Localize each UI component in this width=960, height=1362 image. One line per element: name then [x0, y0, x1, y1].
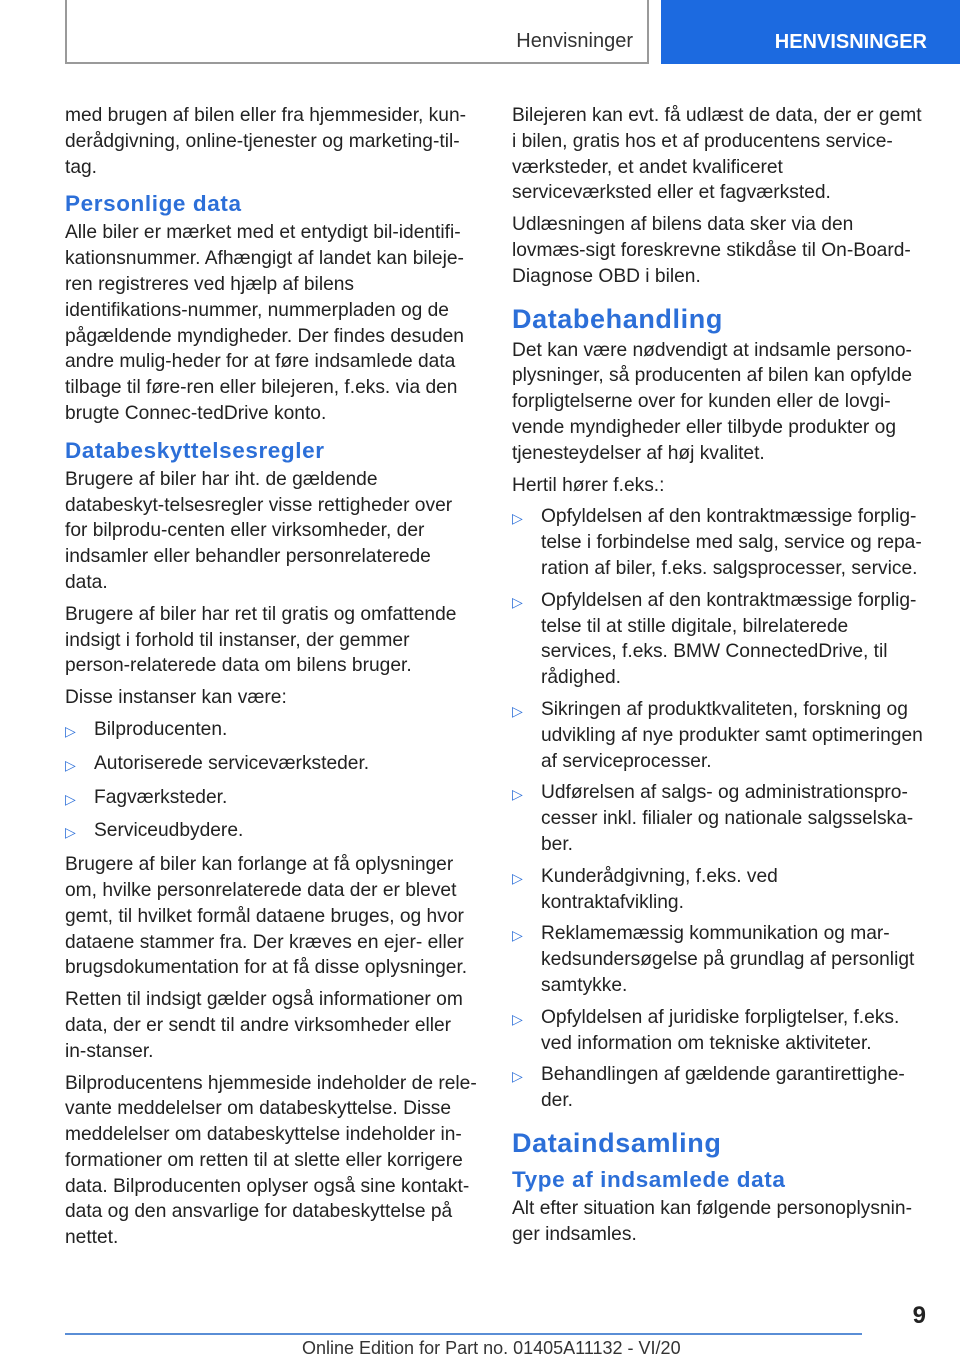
- left-column: [65, 103, 477, 1257]
- udlaesning-paragraph-2: Udlæsningen af bilens data sker via den lovmæs-sigt foreskrevne stikdåse til On-Board-Diagnose OBD i bilen.: [512, 214, 911, 287]
- chapter-tab-label: HENVISNINGER: [774, 31, 927, 53]
- triangle-bullet-icon: ▷: [512, 702, 523, 719]
- list-item-text: Serviceudbydere.: [94, 820, 244, 842]
- list-item-text: Udførelsen af salgs- og administrationspro-cesser inkl. filialer og nationale salgsselska-ber.: [541, 782, 914, 855]
- databehandling-heading: Databehandling: [512, 303, 723, 334]
- right-column: [512, 103, 926, 1253]
- list-item-text: Sikringen af produktkvaliteten, forskning og udvikling af nye produkter samt optimeringen af serviceprocesser.: [541, 698, 923, 772]
- list-item: [512, 588, 926, 691]
- list-item: [512, 780, 926, 857]
- header-frame: [65, 0, 649, 64]
- indsigt-paragraph: Retten til indsigt gælder også informationer om data, der er sendt til andre virksomheder eller in-stanser.: [65, 989, 463, 1062]
- triangle-bullet-icon: ▷: [512, 510, 523, 527]
- hertil-paragraph: Hertil hører f.eks.:: [512, 474, 665, 496]
- type-heading: Type af indsamlede data: [512, 1166, 786, 1192]
- databehandling-paragraph: Det kan være nødvendigt at indsamle persono-plysninger, så producenten af bilen kan opfylde forpligtelserne over for kunden eller de lovgi-vende myndigheder eller tilbyde produkter og tjenesteydelser af høj kvalitet.: [512, 339, 913, 464]
- page-number: 9: [912, 1302, 926, 1329]
- oplysninger-paragraph: Brugere af biler kan forlange at få oplysninger om, hvilke personrelaterede data der er blevet gemt, til hvilket formål dataene bruges, og hvor dataene stammer fra. Der kræves en ejer- eller brugsdokumentation for at få disse oplysninger.: [65, 854, 468, 979]
- list-item-text: Opfyldelsen af juridiske forpligtelser, f.eks. ved information om tekniske aktiviteter.: [541, 1006, 900, 1054]
- regler-paragraph-1: Brugere af biler har iht. de gældende databeskyt-telsesregler visse rettigheder over for bilprodu-centen eller virksomheder, der indsamler eller behandler personrelaterede data.: [65, 468, 453, 593]
- list-item: [65, 818, 477, 846]
- list-item-text: Opfyldelsen af den kontraktmæssige forplig-telse i forbindelse med salg, service og repa-ration af biler, f.eks. salgsprocesser, service.: [541, 506, 922, 579]
- list-item: [65, 751, 477, 779]
- list-item-text: Bilproducenten.: [94, 718, 228, 740]
- list-item: [512, 697, 926, 774]
- list-item: [512, 864, 926, 916]
- list-item-text: Reklamemæssig kommunikation og mar-kedsundersøgelse på grundlag af personligt samtykke.: [541, 923, 915, 996]
- triangle-bullet-icon: ▷: [512, 869, 523, 886]
- dataindsamling-heading: Dataindsamling: [512, 1127, 722, 1158]
- triangle-bullet-icon: ▷: [65, 756, 76, 773]
- personlige-data-paragraph: Alle biler er mærket med et entydigt bil-identifi-kationsnummer. Afhængigt af landet kan bileje-ren registreres ved hjælp af bilens identifikations-nummer, nummerpladen og de pågældende myndigheder. Der findes desuden andre mulig-heder for at føre indsamlede data tilbage til føre-ren eller bilejeren, f.eks. via den brugte Connec-tedDrive konto.: [65, 222, 464, 424]
- list-item: [65, 717, 477, 745]
- list-item-text: Autoriserede serviceværksteder.: [94, 752, 370, 774]
- triangle-bullet-icon: ▷: [65, 824, 76, 841]
- hjemmeside-paragraph: Bilproducentens hjemmeside indeholder de rele-vante meddelelser om databeskyttelse. Disse meddelelser om databeskyttelse indeholder in-formationer om retten til at slette eller korrigere data. Bilproducenten oplyser også sine kontakt-data og den ansvarlige for databeskyttelse på nettet.: [65, 1072, 477, 1249]
- edition-label: Online Edition for Part no. 01405A11132 - VI/20: [302, 1338, 681, 1358]
- triangle-bullet-icon: ▷: [512, 927, 523, 944]
- regler-paragraph-3: Disse instanser kan være:: [65, 687, 287, 709]
- personlige-data-heading: Personlige data: [65, 191, 242, 217]
- intro-paragraph: med brugen af bilen eller fra hjemmesider, kun-derådgivning, online-tjenester og marketing-til-tag.: [65, 105, 467, 178]
- triangle-bullet-icon: ▷: [512, 1068, 523, 1085]
- triangle-bullet-icon: ▷: [65, 790, 76, 807]
- list-item-text: Kunderådgivning, f.eks. ved kontraktafvikling.: [541, 865, 778, 913]
- list-item: [512, 1005, 926, 1057]
- section-title: Henvisninger: [516, 30, 633, 52]
- triangle-bullet-icon: ▷: [512, 1010, 523, 1027]
- list-item-text: Fagværksteder.: [94, 786, 228, 808]
- triangle-bullet-icon: ▷: [512, 593, 523, 610]
- list-item: [512, 1062, 926, 1114]
- triangle-bullet-icon: ▷: [65, 722, 76, 739]
- list-item: [65, 785, 477, 813]
- udlaesning-paragraph-1: Bilejeren kan evt. få udlæst de data, der er gemt i bilen, gratis hos et af producentens service-værksteder, et andet kvalificeret serviceværksted eller et fagværksted.: [512, 105, 922, 204]
- list-item-text: Opfyldelsen af den kontraktmæssige forplig-telse til at stille digitale, bilrelaterede services, f.eks. BMW ConnectedDrive, til rådighed.: [541, 589, 917, 689]
- list-item-text: Behandlingen af gældende garantirettighe-der.: [541, 1064, 905, 1112]
- regler-paragraph-2: Brugere af biler har ret til gratis og omfattende indsigt i forhold til instanser, der gemmer person-relaterede data om bilens bruger.: [65, 603, 457, 677]
- footer-divider: [65, 1333, 862, 1335]
- list-item: [512, 504, 926, 581]
- chapter-tab[interactable]: [661, 0, 960, 64]
- list-item: [512, 921, 926, 998]
- type-paragraph: Alt efter situation kan følgende personoplysnin-ger indsamles.: [512, 1197, 912, 1245]
- triangle-bullet-icon: ▷: [512, 786, 523, 803]
- databeskyttelsesregler-heading: Databeskyttelsesregler: [65, 437, 325, 463]
